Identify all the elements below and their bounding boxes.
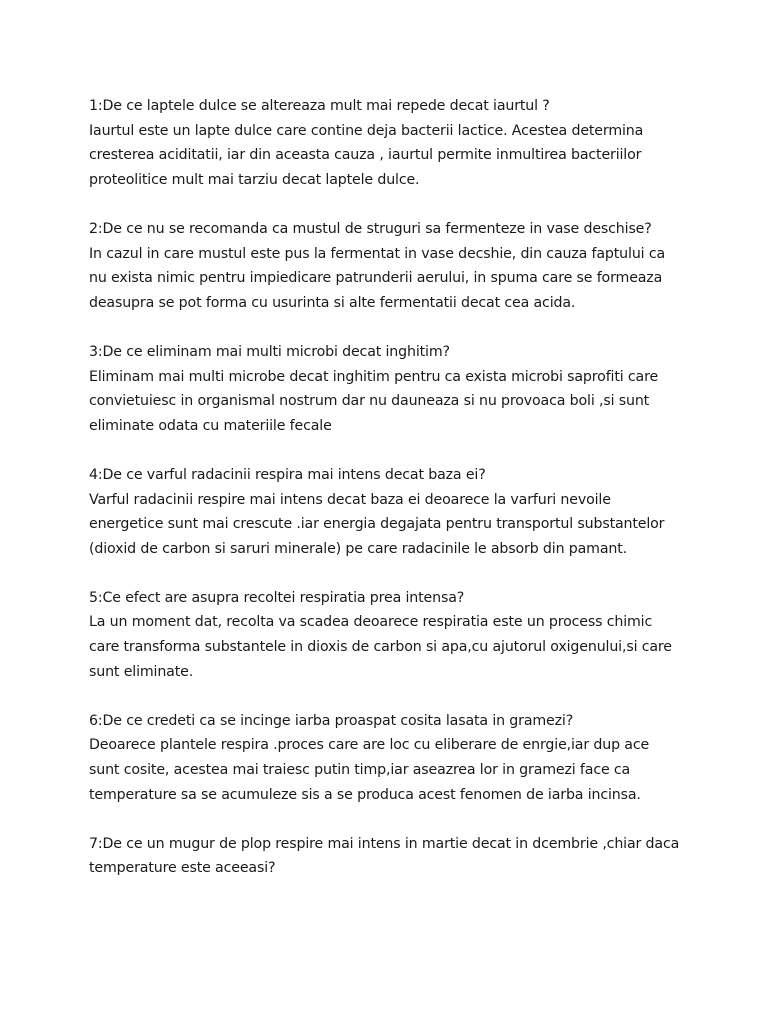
question-5: 5:Ce efect are asupra recoltei respiratia prea intensa? bbox=[89, 589, 465, 606]
answer-2-line-2: nu exista nimic pentru impiedicare patrunderii aerului, in spuma care se formeaza bbox=[89, 270, 663, 287]
answer-1-line-3: proteolitice mult mai tarziu decat laptele dulce. bbox=[89, 171, 420, 188]
qa-item-2 bbox=[89, 217, 728, 315]
answer-6-line-2: sunt cosite, acestea mai traiesc putin timp,iar aseazrea lor in gramezi face ca bbox=[89, 762, 631, 779]
qa-item-7 bbox=[89, 832, 728, 881]
answer-2-line-1: In cazul in care mustul este pus la fermentat in vase decshie, din cauza faptului ca bbox=[89, 245, 666, 262]
answer-2-line-3: deasupra se pot forma cu usurinta si alte fermentatii decat cea acida. bbox=[89, 294, 576, 311]
question-6: 6:De ce credeti ca se incinge iarba proaspat cosita lasata in gramezi? bbox=[89, 712, 574, 729]
qa-item-4 bbox=[89, 463, 728, 561]
question-3: 3:De ce eliminam mai multi microbi decat inghitim? bbox=[89, 343, 450, 360]
qa-item-1 bbox=[89, 94, 728, 192]
answer-5-line-2: care transforma substantele in dioxis de carbon si apa,cu ajutorul oxigenului,si care bbox=[89, 639, 672, 656]
answer-5-line-3: sunt eliminate. bbox=[89, 663, 194, 680]
answer-4-line-2: energetice sunt mai crescute .iar energia degajata pentru transportul substantelor bbox=[89, 516, 665, 533]
answer-6-line-3: temperature sa se acumuleze sis a se produca acest fenomen de iarba incinsa. bbox=[89, 786, 641, 803]
answer-3-line-1: Eliminam mai multi microbe decat inghitim pentru ca exista microbi saprofiti care bbox=[89, 368, 659, 385]
answer-6-line-1: Deoarece plantele respira .proces care are loc cu eliberare de enrgie,iar dup ace bbox=[89, 737, 650, 754]
answer-1-line-2: cresterea aciditatii, iar din aceasta cauza , iaurtul permite inmultirea bacteriilor bbox=[89, 147, 642, 164]
question-4: 4:De ce varful radacinii respira mai intens decat baza ei? bbox=[89, 466, 486, 483]
answer-4-line-1: Varful radacinii respire mai intens decat baza ei deoarece la varfuri nevoile bbox=[89, 491, 611, 508]
answer-1-line-1: Iaurtul este un lapte dulce care contine deja bacterii lactice. Acestea determina bbox=[89, 122, 644, 139]
answer-3-line-2: convietuiesc in organismal nostrum dar nu dauneaza si nu provoaca boli ,si sunt bbox=[89, 393, 650, 410]
qa-item-6 bbox=[89, 709, 728, 807]
answer-4-line-3: (dioxid de carbon si saruri minerale) pe care radacinile le absorb din pamant. bbox=[89, 540, 628, 557]
question-7: 7:De ce un mugur de plop respire mai intens in martie decat in dcembrie ,chiar daca bbox=[89, 835, 680, 852]
question-2: 2:De ce nu se recomanda ca mustul de struguri sa fermenteze in vase deschise? bbox=[89, 220, 652, 237]
answer-7-line-1: temperature este aceeasi? bbox=[89, 860, 276, 877]
question-1: 1:De ce laptele dulce se altereaza mult mai repede decat iaurtul ? bbox=[89, 98, 550, 114]
answer-5-line-1: La un moment dat, recolta va scadea deoarece respiratia este un process chimic bbox=[89, 614, 653, 631]
answer-3-line-3: eliminate odata cu materiile fecale bbox=[89, 417, 332, 434]
qa-item-5 bbox=[89, 586, 728, 684]
qa-item-3 bbox=[89, 340, 728, 438]
